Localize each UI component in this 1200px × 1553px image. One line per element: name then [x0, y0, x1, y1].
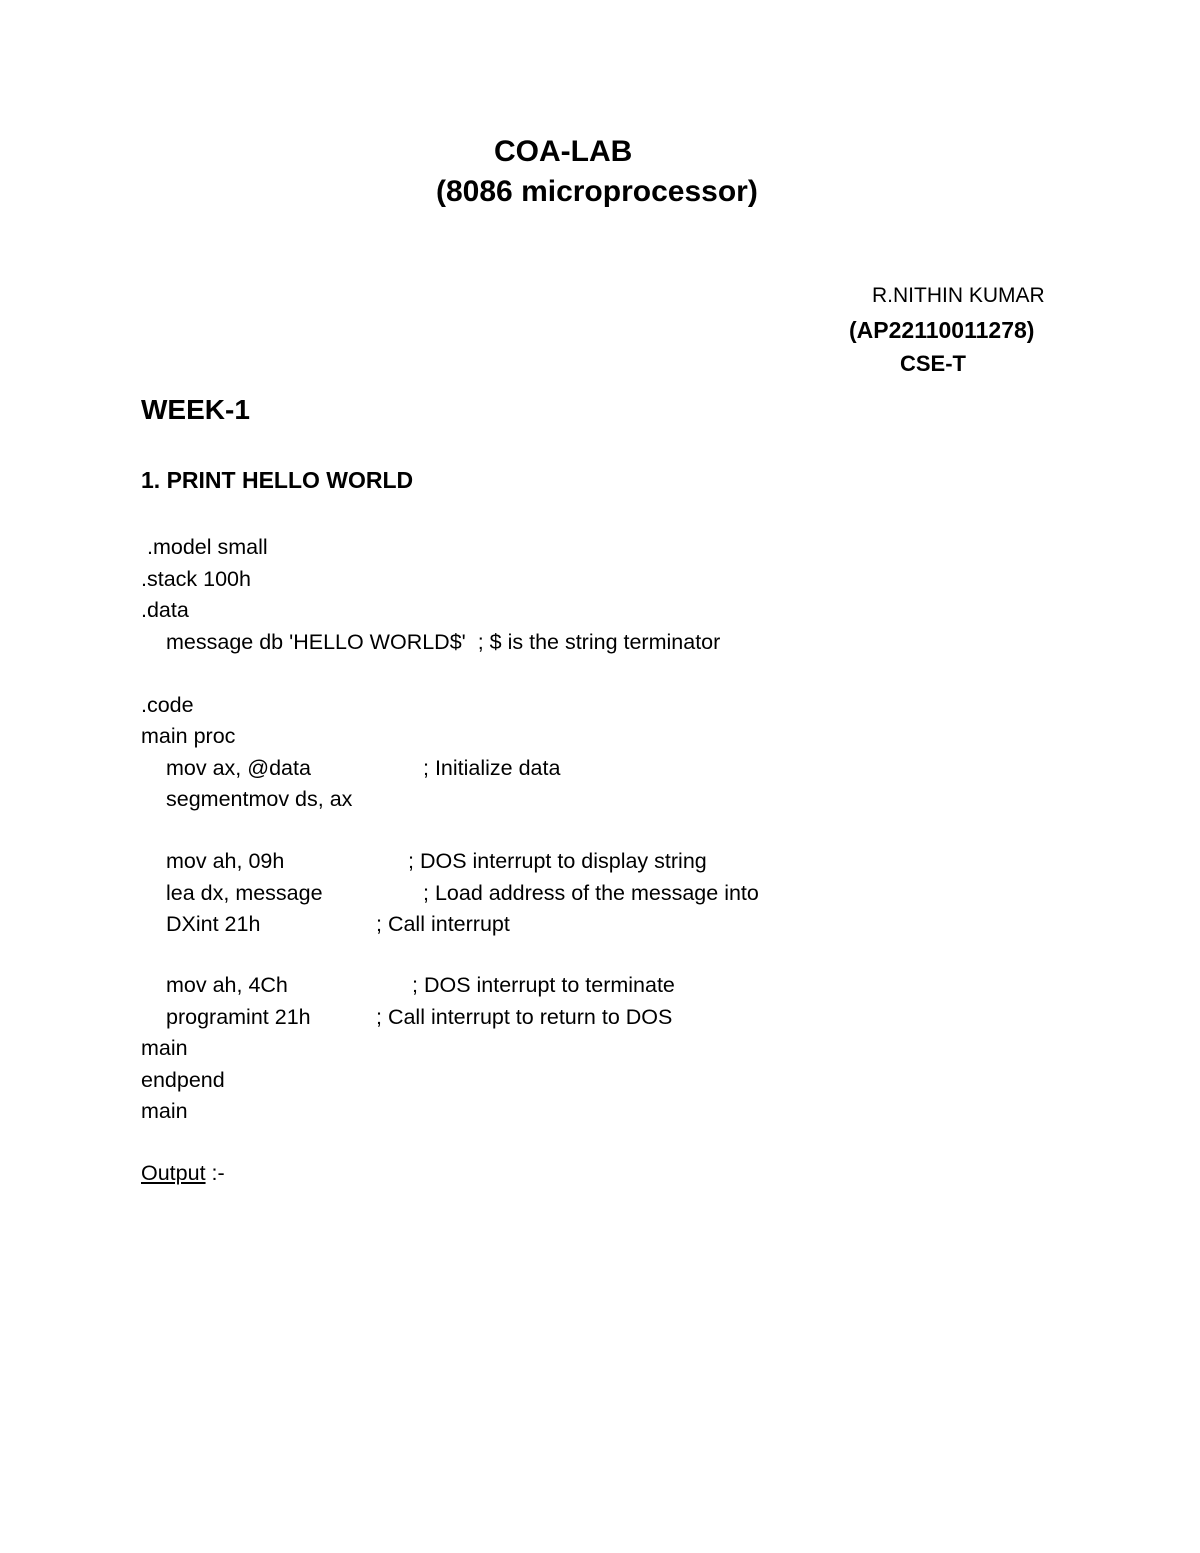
- code-line: main proc: [141, 724, 236, 748]
- code-line: DXint 21h: [166, 912, 261, 936]
- section-heading: 1. PRINT HELLO WORLD: [141, 467, 414, 493]
- author-name: R.NITHIN KUMAR: [872, 284, 1045, 307]
- output-label-suffix: :-: [205, 1161, 225, 1185]
- author-department: CSE-T: [900, 351, 966, 376]
- code-comment: ; Initialize data: [423, 756, 561, 780]
- code-line: segmentmov ds, ax: [166, 787, 353, 811]
- code-comment: ; Load address of the message into: [423, 881, 759, 905]
- code-line: .model small: [141, 535, 268, 559]
- code-comment: ; DOS interrupt to display string: [408, 849, 707, 873]
- week-heading: WEEK-1: [141, 394, 250, 425]
- code-line: mov ax, @data: [166, 756, 311, 780]
- code-line: .data: [141, 598, 189, 622]
- output-label-text: Output: [141, 1161, 206, 1185]
- code-comment: ; DOS interrupt to terminate: [412, 973, 675, 997]
- code-comment: ; Call interrupt: [376, 912, 510, 936]
- code-line: main: [141, 1099, 188, 1123]
- document-title: COA-LAB: [494, 135, 633, 168]
- code-line: mov ah, 4Ch: [166, 973, 288, 997]
- code-line: main: [141, 1036, 188, 1060]
- code-line: lea dx, message: [166, 881, 323, 905]
- code-line: .code: [141, 693, 194, 717]
- code-comment: ; Call interrupt to return to DOS: [376, 1005, 673, 1029]
- document-subtitle: (8086 microprocessor): [436, 175, 758, 208]
- code-line: message db 'HELLO WORLD$' ; $ is the string terminator: [166, 630, 721, 654]
- output-label: [141, 1160, 225, 1186]
- author-id: (AP22110011278): [849, 317, 1035, 343]
- code-line: mov ah, 09h: [166, 849, 285, 873]
- code-line: programint 21h: [166, 1005, 311, 1029]
- code-line: .stack 100h: [141, 567, 251, 591]
- code-line: endpend: [141, 1068, 225, 1092]
